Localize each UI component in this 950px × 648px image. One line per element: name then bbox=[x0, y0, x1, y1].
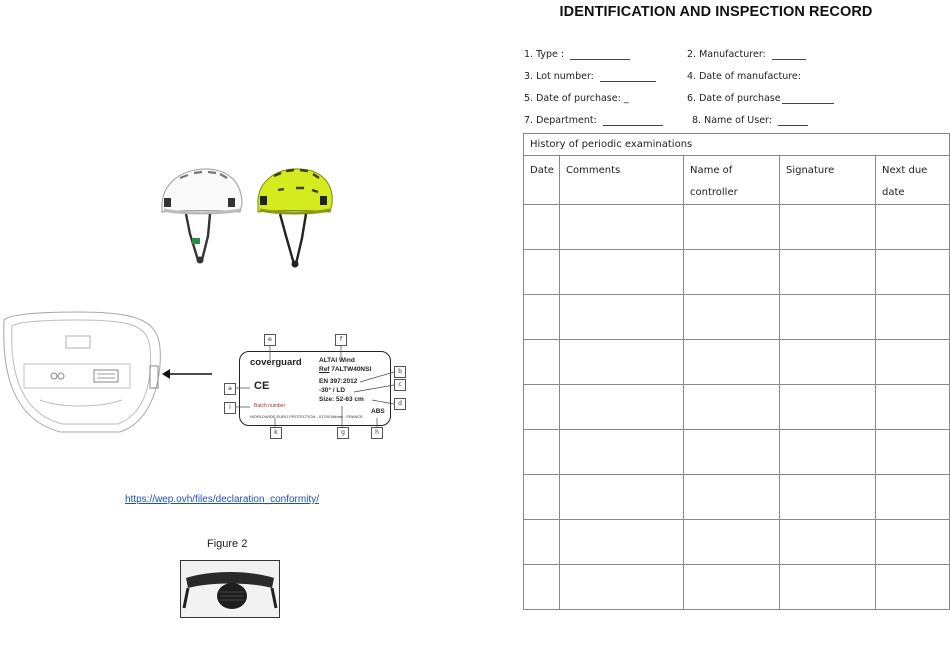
cell-date[interactable] bbox=[524, 430, 560, 475]
table-row[interactable] bbox=[524, 430, 950, 475]
examination-history-table bbox=[523, 133, 950, 610]
cell-signature[interactable] bbox=[780, 340, 876, 385]
field-lot-number-blank[interactable] bbox=[600, 80, 656, 82]
marker-g: g bbox=[337, 427, 349, 439]
field-department-label: 7. Department: bbox=[524, 115, 597, 126]
field-manufacturer-blank[interactable] bbox=[772, 58, 806, 60]
field-type[interactable] bbox=[524, 49, 630, 60]
label-ref-prefix: Ref bbox=[319, 366, 330, 373]
col-comments-text: Comments bbox=[566, 165, 621, 176]
label-material: ABS bbox=[371, 408, 385, 415]
figure-2-headband-photo bbox=[180, 560, 280, 618]
field-name-of-user-label: 8. Name of User: bbox=[692, 115, 772, 126]
field-date-of-purchase-6-blank[interactable] bbox=[782, 102, 834, 104]
cell-date[interactable] bbox=[524, 520, 560, 565]
figure-caption: Figure 2 bbox=[207, 538, 248, 550]
col-next-due-header bbox=[876, 156, 950, 205]
label-callout-lines bbox=[220, 330, 410, 442]
cell-date[interactable] bbox=[524, 295, 560, 340]
cell-signature[interactable] bbox=[780, 565, 876, 610]
col-controller-text-1: Name of bbox=[690, 165, 733, 176]
cell-controller[interactable] bbox=[684, 250, 780, 295]
marker-b: b bbox=[394, 366, 406, 378]
cell-signature[interactable] bbox=[780, 520, 876, 565]
marker-f: f bbox=[335, 334, 347, 346]
cell-comments[interactable] bbox=[560, 205, 684, 250]
cell-comments[interactable] bbox=[560, 475, 684, 520]
col-signature-header bbox=[780, 156, 876, 205]
cell-comments[interactable] bbox=[560, 250, 684, 295]
field-date-of-purchase-6-label: 6. Date of purchase bbox=[687, 93, 781, 104]
col-date-text: Date bbox=[530, 165, 554, 176]
col-next-due-text-2: date bbox=[882, 187, 905, 198]
cell-controller[interactable] bbox=[684, 430, 780, 475]
marker-a: a bbox=[224, 383, 236, 395]
history-caption-row bbox=[524, 134, 950, 156]
col-next-due-text-1: Next due bbox=[882, 165, 928, 176]
cell-next-due[interactable] bbox=[876, 295, 950, 340]
field-date-of-purchase-5[interactable] bbox=[524, 93, 629, 104]
cell-date[interactable] bbox=[524, 385, 560, 430]
cell-date[interactable] bbox=[524, 205, 560, 250]
cell-signature[interactable] bbox=[780, 250, 876, 295]
cell-next-due[interactable] bbox=[876, 340, 950, 385]
cell-comments[interactable] bbox=[560, 385, 684, 430]
field-name-of-user[interactable] bbox=[692, 115, 808, 126]
cell-controller[interactable] bbox=[684, 385, 780, 430]
field-date-of-purchase-6[interactable] bbox=[687, 93, 834, 104]
label-footer: WORLDWIDE EURO PROTECTION - 01700 Miribel - FRANCE bbox=[250, 414, 363, 419]
yellow-helmet bbox=[258, 169, 332, 268]
marker-h: h bbox=[371, 427, 383, 439]
marker-c: c bbox=[394, 379, 406, 391]
label-standard: EN 397:2012 bbox=[319, 378, 358, 385]
label-size: Size: 52-63 cm bbox=[319, 396, 364, 403]
cell-controller[interactable] bbox=[684, 565, 780, 610]
table-row[interactable] bbox=[524, 250, 950, 295]
cell-date[interactable] bbox=[524, 475, 560, 520]
table-row[interactable] bbox=[524, 295, 950, 340]
field-lot-number[interactable] bbox=[524, 71, 656, 82]
table-row[interactable] bbox=[524, 205, 950, 250]
cell-next-due[interactable] bbox=[876, 565, 950, 610]
field-type-label: 1. Type : bbox=[524, 49, 565, 60]
cell-signature[interactable] bbox=[780, 205, 876, 250]
field-name-of-user-blank[interactable] bbox=[778, 124, 808, 126]
cell-date[interactable] bbox=[524, 565, 560, 610]
cell-comments[interactable] bbox=[560, 565, 684, 610]
field-type-blank[interactable] bbox=[570, 58, 630, 60]
white-helmet bbox=[162, 169, 242, 264]
declaration-conformity-link[interactable]: https://wep.ovh/files/declaration_conformity/ bbox=[125, 494, 319, 505]
cell-comments[interactable] bbox=[560, 520, 684, 565]
field-manufacturer-label: 2. Manufacturer: bbox=[687, 49, 766, 60]
helmets-illustration bbox=[150, 160, 340, 272]
field-date-of-purchase-5-label: 5. Date of purchase: _ bbox=[524, 93, 629, 104]
cell-next-due[interactable] bbox=[876, 385, 950, 430]
cell-signature[interactable] bbox=[780, 385, 876, 430]
col-controller-header bbox=[684, 156, 780, 205]
table-row[interactable] bbox=[524, 475, 950, 520]
cell-controller[interactable] bbox=[684, 475, 780, 520]
field-department[interactable] bbox=[524, 115, 663, 126]
cell-controller[interactable] bbox=[684, 340, 780, 385]
cell-next-due[interactable] bbox=[876, 430, 950, 475]
table-row[interactable] bbox=[524, 520, 950, 565]
table-row[interactable] bbox=[524, 340, 950, 385]
cell-signature[interactable] bbox=[780, 475, 876, 520]
cell-comments[interactable] bbox=[560, 340, 684, 385]
label-temperature: -30° / LD bbox=[319, 387, 346, 394]
cell-controller[interactable] bbox=[684, 295, 780, 340]
cell-date[interactable] bbox=[524, 250, 560, 295]
label-model: ALTAI Wind bbox=[319, 357, 355, 364]
record-title: IDENTIFICATION AND INSPECTION RECORD bbox=[559, 4, 873, 20]
pointer-arrow bbox=[160, 367, 214, 381]
marker-i: i bbox=[224, 402, 236, 414]
label-ref-code: 7ALTW40NSI bbox=[331, 366, 372, 373]
field-date-of-manufacture-label: 4. Date of manufacture: bbox=[687, 71, 801, 82]
cell-next-due[interactable] bbox=[876, 250, 950, 295]
marker-d: d bbox=[394, 398, 406, 410]
table-row[interactable] bbox=[524, 565, 950, 610]
table-row[interactable] bbox=[524, 385, 950, 430]
cell-controller[interactable] bbox=[684, 205, 780, 250]
history-header-row bbox=[524, 156, 950, 205]
col-date-header bbox=[524, 156, 560, 205]
cell-next-due[interactable] bbox=[876, 520, 950, 565]
cell-comments[interactable] bbox=[560, 295, 684, 340]
cell-date[interactable] bbox=[524, 340, 560, 385]
col-signature-text: Signature bbox=[786, 165, 835, 176]
field-lot-number-label: 3. Lot number: bbox=[524, 71, 594, 82]
marker-e: e bbox=[264, 334, 276, 346]
cell-next-due[interactable] bbox=[876, 475, 950, 520]
cell-signature[interactable] bbox=[780, 430, 876, 475]
label-brand: coverguard bbox=[250, 357, 302, 368]
cell-next-due[interactable] bbox=[876, 205, 950, 250]
col-comments-header bbox=[560, 156, 684, 205]
history-title: History of periodic examinations bbox=[524, 134, 950, 156]
cell-comments[interactable] bbox=[560, 430, 684, 475]
marker-k: k bbox=[270, 427, 282, 439]
field-manufacturer[interactable] bbox=[687, 49, 806, 60]
cell-signature[interactable] bbox=[780, 295, 876, 340]
ce-mark: CE bbox=[254, 380, 270, 392]
cell-controller[interactable] bbox=[684, 520, 780, 565]
col-controller-text-2: controller bbox=[690, 187, 738, 198]
field-department-blank[interactable] bbox=[603, 124, 663, 126]
label-batch: Batch number bbox=[254, 403, 286, 409]
field-date-of-manufacture[interactable] bbox=[687, 71, 801, 82]
